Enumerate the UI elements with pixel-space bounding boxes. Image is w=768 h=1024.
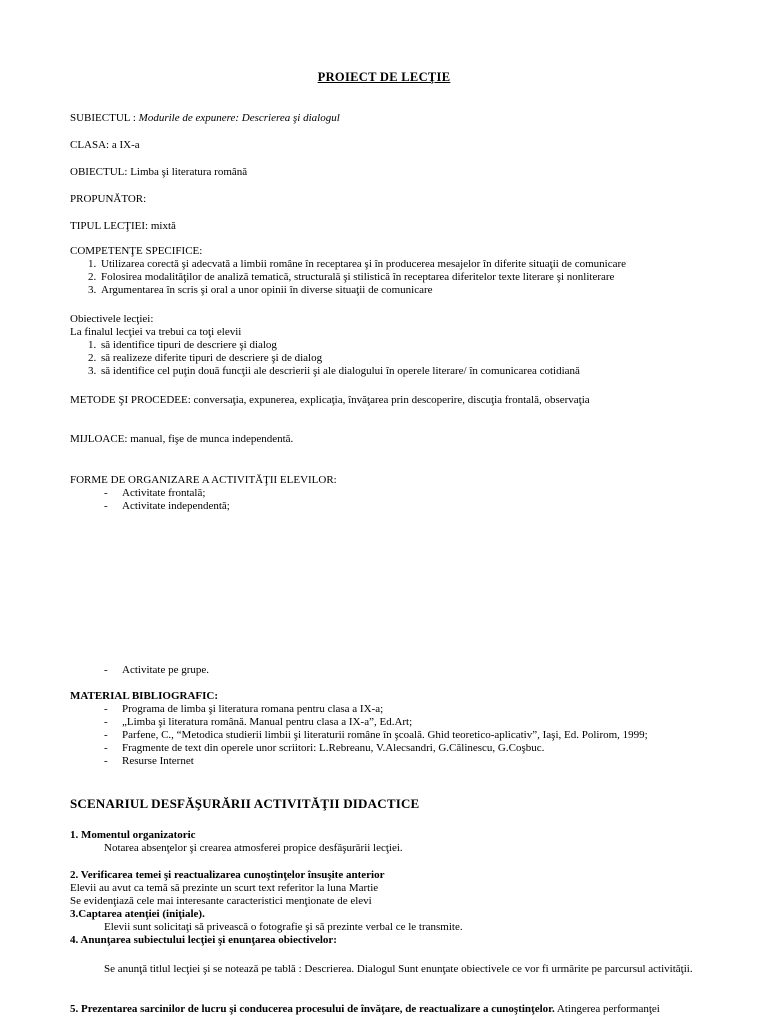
- bibliography-list: [70, 703, 710, 768]
- list-item: 3. să identifice cel puţin două funcţii ale descrierii şi ale dialogului în operele literare/ în comunicarea cotidiană: [88, 365, 580, 377]
- step-1: [70, 829, 710, 855]
- subject-label: SUBIECTUL :: [70, 112, 139, 124]
- step-text: Notarea absenţelor şi crearea atmosferei propice desfăşurării lecţiei.: [104, 842, 403, 854]
- class-line: CLASA: a IX-a: [70, 139, 140, 151]
- step-heading-suffix: Atingerea performanţei: [554, 1003, 660, 1015]
- lesson-type-line: TIPUL LECŢIEI: mixtă: [70, 220, 176, 232]
- forms-group-item: [70, 664, 710, 677]
- proposer-line: PROPUNĂTOR:: [70, 193, 147, 205]
- subject-value: Modurile de expunere: Descrierea şi dialogul: [138, 112, 340, 124]
- step-4-heading: 4. Anunţarea subiectului lecţiei şi enunţarea obiectivelor:: [70, 934, 337, 946]
- step-2: [70, 869, 710, 947]
- competences-section: [70, 245, 710, 297]
- list-item: 1. să identifice tipuri de descriere şi dialog: [88, 339, 277, 351]
- forms-heading: FORME DE ORGANIZARE A ACTIVITĂŢII ELEVILOR:: [70, 474, 337, 486]
- objectives-list: [70, 339, 710, 378]
- object-line: OBIECTUL: Limba şi literatura română: [70, 166, 248, 178]
- list-item: 3. Argumentarea în scris şi oral a unor opinii în diverse situaţii de comunicare: [88, 284, 433, 296]
- subject-line: [70, 112, 710, 125]
- methods-line: METODE ŞI PROCEDEE: conversaţia, expunerea, explicaţia, învăţarea prin descoperire, discuţia frontală, observaţia: [70, 394, 590, 406]
- list-item: - Parfene, C., “Metodica studierii limbii şi literaturii române în şcoală. Ghid teoretico-aplicativ”, Iaşi, Ed. Polirom, 1999;: [104, 729, 648, 741]
- competences-heading: COMPETENŢE SPECIFICE:: [70, 245, 203, 257]
- list-item: - „Limba şi literatura română. Manual pentru clasa a IX-a”, Ed.Art;: [104, 716, 413, 728]
- list-item: - Programa de limba şi literatura romana pentru clasa a IX-a;: [104, 703, 384, 715]
- step-3-text: Elevii sunt solicitaţi să privească o fotografie şi să prezinte verbal ce le transmite.: [104, 921, 463, 933]
- list-item: - Fragmente de text din operele unor scriitori: L.Rebreanu, V.Alecsandri, G.Călinescu, G.Coşbuc.: [104, 742, 545, 754]
- competences-list: [70, 258, 710, 297]
- forms-section: [70, 474, 710, 513]
- page-title: PROIECT DE LECŢIE: [317, 70, 451, 84]
- list-item: - Resurse Internet: [104, 755, 194, 767]
- list-item: - Activitate independentă;: [104, 500, 230, 512]
- objectives-section: [70, 313, 710, 378]
- step-heading: 5. Prezentarea sarcinilor de lucru şi conducerea procesului de învăţare, de reactualizare a cunoştinţelor.: [70, 1003, 555, 1015]
- step-heading: 2. Verificarea temei şi reactualizarea cunoştinţelor însuşite anterior: [70, 869, 385, 881]
- list-item: 2. Folosirea modalităţilor de analiză tematică, structurală şi stilistică în receptarea diferitelor texte literare şi nonliterare: [88, 271, 615, 283]
- list-item: - Activitate frontală;: [104, 487, 206, 499]
- bibliography-heading: MATERIAL BIBLIOGRAFIC:: [70, 690, 219, 702]
- objectives-intro: La finalul lecţiei va trebui ca toţi elevii: [70, 326, 242, 338]
- step-text: Se evidenţiază cele mai interesante caracteristici menţionate de elevi: [70, 895, 372, 907]
- bibliography-section: [70, 690, 710, 768]
- means-line: MIJLOACE: manual, fişe de munca independentă.: [70, 433, 294, 445]
- scenario-heading: SCENARIUL DESFĂŞURĂRII ACTIVITĂŢII DIDACTICE: [70, 796, 420, 811]
- list-item: 2. să realizeze diferite tipuri de descriere şi de dialog: [88, 352, 323, 364]
- step-4-text: Se anunţă titlul lecţiei şi se notează pe tablă : Descrierea. Dialogul Sunt enunţate obiectivele ce vor fi urmărite pe parcursul activităţii.: [104, 963, 693, 975]
- step-3-heading: 3.Captarea atenţiei (iniţiale).: [70, 908, 205, 920]
- step-5: [70, 1003, 710, 1016]
- list-item: - Activitate pe grupe.: [104, 664, 210, 676]
- objectives-heading: Obiectivele lecţiei:: [70, 313, 154, 325]
- step-text: Elevii au avut ca temă să prezinte un scurt text referitor la luna Martie: [70, 882, 379, 894]
- forms-list: [70, 487, 710, 513]
- step-heading: 1. Momentul organizatoric: [70, 829, 196, 841]
- list-item: 1. Utilizarea corectă şi adecvată a limbii române în receptarea şi în producerea mesajelor în diferite situaţii de comunicare: [88, 258, 626, 270]
